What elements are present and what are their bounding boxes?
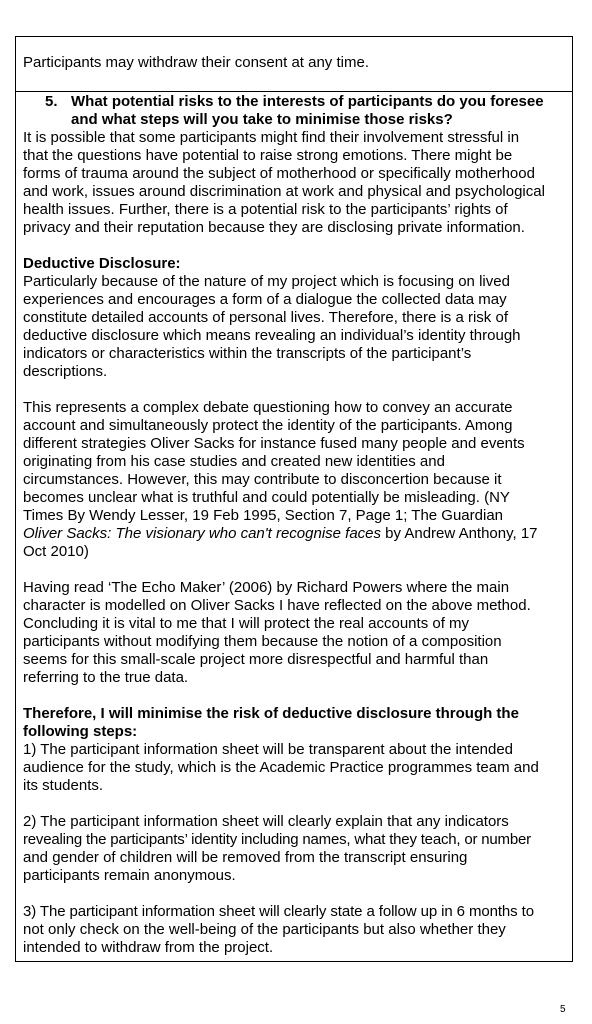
debate-line: Times By Wendy Lesser, 19 Feb 1995, Section 7, Page 1; The Guardian (23, 507, 503, 524)
step-2-line: participants remain anonymous. (23, 867, 236, 884)
debate-citation-line (23, 525, 568, 543)
step-2-line: revealing the participants’ identity including names, what they teach, or number (23, 831, 531, 848)
deductive-line: deductive disclosure which means revealing an individual’s identity through (23, 327, 521, 344)
question-line-2: and what steps will you take to minimise those risks? (71, 111, 453, 128)
steps-heading-cont: following steps: (23, 723, 138, 740)
intro-line: It is possible that some participants might find their involvement stressful in (23, 129, 520, 146)
deductive-disclosure-heading: Deductive Disclosure: (23, 255, 181, 272)
deductive-line: experiences and encourages a form of a dialogue the collected data may (23, 291, 507, 308)
debate-line: account and simultaneously protect the identity of the participants. Among (23, 417, 513, 434)
debate-line: circumstances. However, this may contribute to disconcertion because it (23, 471, 502, 488)
echo-maker-paragraph (23, 579, 568, 687)
step-3-paragraph (23, 903, 568, 957)
document-table (15, 36, 573, 962)
debate-line: Oct 2010) (23, 543, 89, 560)
intro-paragraph (23, 129, 568, 237)
step-1-line: its students. (23, 777, 104, 794)
consent-row (16, 37, 572, 92)
step-3-line: intended to withdraw from the project. (23, 939, 274, 956)
debate-paragraph (23, 399, 568, 561)
echo-line: referring to the true data. (23, 669, 189, 686)
intro-line: that the questions have potential to raise strong emotions. There might be (23, 147, 513, 164)
question-heading (23, 93, 568, 111)
echo-line: character is modelled on Oliver Sacks I have reflected on the above method. (23, 597, 531, 614)
debate-line: different strategies Oliver Sacks for instance fused many people and events (23, 435, 525, 452)
citation-author: by Andrew Anthony, 17 (381, 525, 538, 542)
deductive-disclosure-section (23, 255, 568, 381)
echo-line: Having read ‘The Echo Maker’ (2006) by Richard Powers where the main (23, 579, 510, 596)
step-3-line: 3) The participant information sheet will clearly state a follow up in 6 months to (23, 903, 534, 920)
debate-line: becomes unclear what is truthful and could potentially be misleading. (NY (23, 489, 510, 506)
citation-title: Oliver Sacks: The visionary who can't recognise faces (23, 525, 382, 542)
echo-line: Concluding it is vital to me that I will protect the real accounts of my (23, 615, 470, 632)
question-number: 5. (45, 93, 58, 110)
debate-line: originating from his case studies and created new identities and (23, 453, 445, 470)
steps-heading: Therefore, I will minimise the risk of deductive disclosure through the (23, 705, 519, 722)
risks-row (23, 93, 568, 957)
echo-line: participants without modifying them because the notion of a composition (23, 633, 502, 650)
deductive-line: descriptions. (23, 363, 108, 380)
debate-line: This represents a complex debate questioning how to convey an accurate (23, 399, 513, 416)
step-2-line: and gender of children will be removed from the transcript ensuring (23, 849, 468, 866)
step-2-line: 2) The participant information sheet will clearly explain that any indicators (23, 813, 509, 830)
deductive-line: constitute detailed accounts of personal lives. Therefore, there is a risk of (23, 309, 508, 326)
intro-line: forms of trauma around the subject of motherhood or specifically motherhood (23, 165, 535, 182)
intro-line: and work, issues around discrimination at work and physical and psychological (23, 183, 545, 200)
page-number: 5 (560, 1004, 566, 1015)
intro-line: privacy and their reputation because they are disclosing private information. (23, 219, 525, 236)
step-1-line: 1) The participant information sheet will be transparent about the intended (23, 741, 514, 758)
steps-section (23, 705, 568, 795)
intro-line: health issues. Further, there is a potential risk to the participants’ rights of (23, 201, 508, 218)
step-3-line: not only check on the well-being of the participants but also whether they (23, 921, 506, 938)
consent-withdraw-text: Participants may withdraw their consent at any time. (23, 54, 369, 71)
deductive-line: Particularly because of the nature of my project which is focusing on lived (23, 273, 510, 290)
echo-line: seems for this small-scale project more disrespectful and harmful than (23, 651, 489, 668)
deductive-line: indicators or characteristics within the transcripts of the participant’s (23, 345, 472, 362)
question-line-1: What potential risks to the interests of participants do you foresee (71, 93, 544, 110)
step-1-line: audience for the study, which is the Academic Practice programmes team and (23, 759, 539, 776)
step-2-paragraph (23, 813, 568, 885)
